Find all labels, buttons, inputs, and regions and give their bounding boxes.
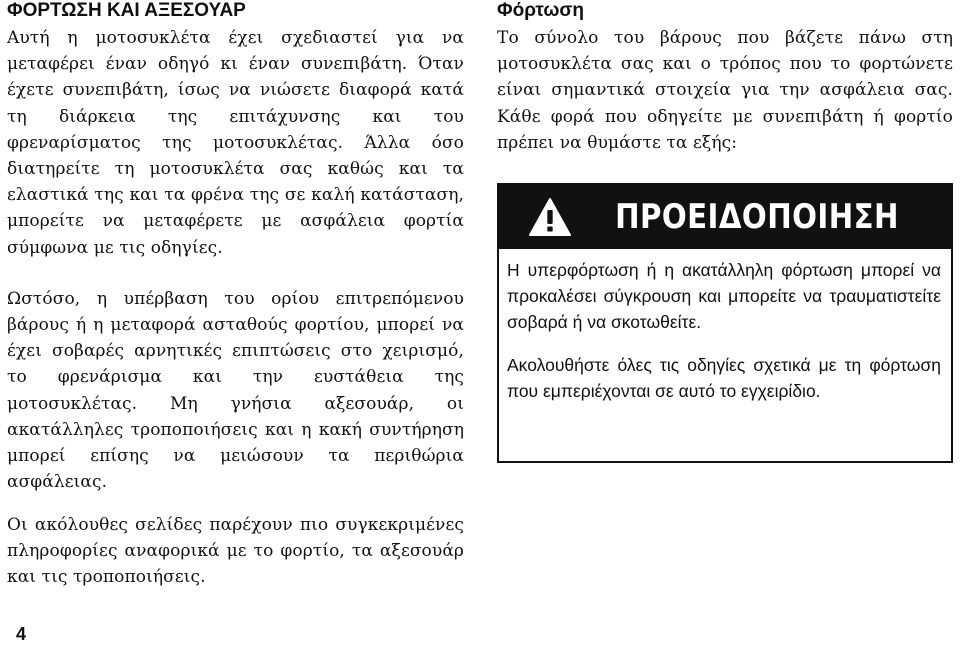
warning-body <box>499 249 951 404</box>
page-number: 4 <box>16 624 27 644</box>
following-pages-paragraph-block <box>7 512 464 591</box>
intro-paragraph: Αυτή η μοτοσυκλέτα έχει σχεδιαστεί για να μεταφέρει έναν οδηγό κι έναν συνεπιβάτη. Όταν έχετε συνεπιβάτη, ίσως να νιώσετε διαφορά κατά τη διάρκεια της επιτάχυνσης και του φρεναρίσματος της μοτοσυκλέτας. Άλλα όσο διατηρείτε τη μοτοσυκλέτα σας καθώς και τα ελαστικά της και τα φρένα της σε καλή κατάσταση, μπορείτε να μεταφέρετε με ασφάλεια φορτία σύμφωνα με τις οδηγίες. <box>7 28 464 258</box>
warning-box <box>497 183 953 463</box>
left-column-body <box>7 25 464 495</box>
warning-header <box>499 185 951 249</box>
section-heading: ΦΟΡΤΩΣΗ ΚΑΙ ΑΞΕΣΟΥΑΡ <box>7 0 246 21</box>
warning-text-overload: Η υπερφόρτωση ή η ακατάλληλη φόρτωση μπορεί να προκαλέσει σύγκρουση και μπορείτε να τραυματιστείτε σοβαρά ή να σκοτωθείτε. <box>507 260 941 332</box>
warning-triangle-icon <box>528 197 572 237</box>
right-column <box>497 0 953 156</box>
following-pages-paragraph: Οι ακόλουθες σελίδες παρέχουν πιο συγκεκριμένες πληροφορίες αναφορικά με το φορτίο, τα αξεσουάρ και τις τροποποιήσεις. <box>7 515 464 588</box>
right-column-body <box>497 25 953 156</box>
warning-text-instructions: Ακολουθήστε όλες τις οδηγίες σχετικά με τη φόρτωση που εμπεριέχονται σε αυτό το εγχειρίδιο. <box>507 355 941 401</box>
loading-heading: Φόρτωση <box>497 0 585 21</box>
warning-title: ΠΡΟΕΙΔΟΠΟΙΗΣΗ <box>615 197 899 237</box>
overload-paragraph: Ωστόσο, η υπέρβαση του ορίου επιτρεπόμενου βάρους ή η μεταφορά ασταθούς φορτίου, μπορεί να έχει σοβαρές αρνητικές επιπτώσεις στο χειρισμό, το φρενάρισμα και την ευστάθεια της μοτοσυκλέτας. Μη γνήσια αξεσουάρ, οι ακατάλληλες τροποποιήσεις και η κακή συντήρηση μπορεί επίσης να μειώσουν τα περιθώρια ασφάλειας. <box>7 288 464 493</box>
left-column <box>7 0 464 495</box>
loading-paragraph: Το σύνολο του βάρους που βάζετε πάνω στη μοτοσυκλέτα σας και ο τρόπος που το φορτώνετε είναι σημαντικά στοιχεία για την ασφάλεια σας. Κάθε φορά που οδηγείτε με συνεπιβάτη ή φορτίο πρέπει να θυμάστε τα εξής: <box>497 28 953 153</box>
